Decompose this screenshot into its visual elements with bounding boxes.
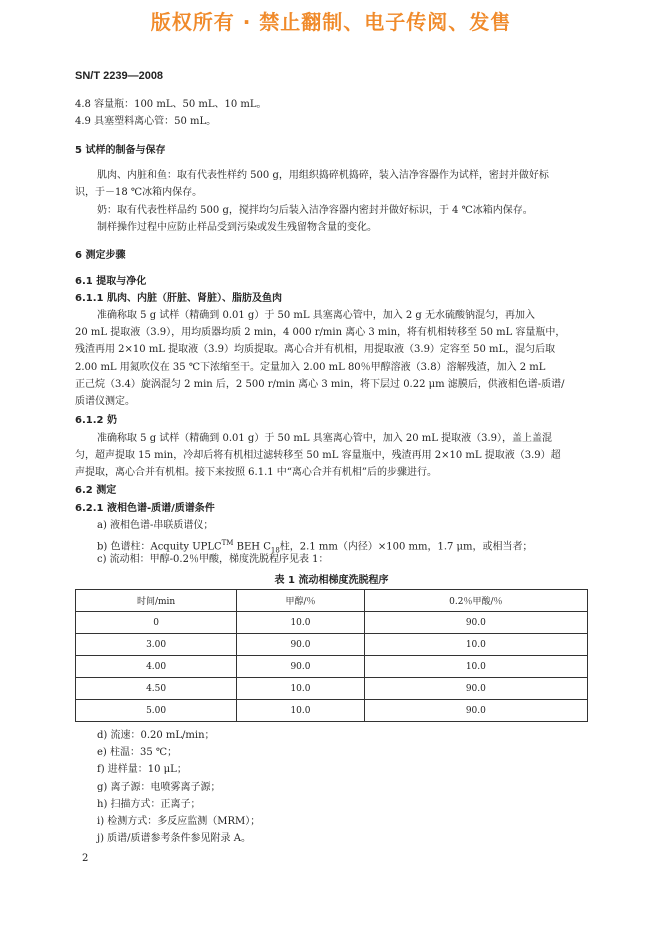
section-6-1-2-heading: 6.1.2 奶 <box>75 415 117 426</box>
cell-time: 5.00 <box>76 700 237 722</box>
standard-code: SN/T 2239—2008 <box>75 70 164 82</box>
cell-methanol: 90.0 <box>237 634 365 656</box>
item-h: h) 扫描方式：正离子； <box>97 799 201 810</box>
para-5-a2: 识，于－18 ℃冰箱内保存。 <box>75 187 203 198</box>
cell-time: 4.50 <box>76 678 237 700</box>
para-6-1-2-b: 匀，超声提取 15 min，冷却后将有机相过滤转移至 50 mL 容量瓶中，残渣再用 2×10 mL 提取液（3.9）超 <box>75 450 561 461</box>
para-5-c: 制样操作过程中应防止样品受到污染或发生残留物含量的变化。 <box>97 222 377 233</box>
item-c: c) 流动相：甲醇-0.2％甲酸，梯度洗脱程序见表 1： <box>97 554 329 565</box>
trademark-mark: TM <box>221 539 234 547</box>
item-b-prefix: b) 色谱柱：Acquity UPLC <box>97 541 222 553</box>
section-5-heading: 5 试样的制备与保存 <box>75 145 166 156</box>
table-1-caption: 表 1 流动相梯度洗脱程序 <box>274 575 389 586</box>
para-5-a1: 肌肉、内脏和鱼：取有代表性样约 500 g，用组织捣碎机捣碎，装入洁净容器作为试样，密封并做好标 <box>97 170 549 181</box>
item-i: i) 检测方式：多反应监测（MRM）； <box>97 816 261 827</box>
para-6-1-1-d: 2.00 mL 用氮吹仪在 35 ℃下浓缩至干。定量加入 2.00 mL 80％甲醇溶液（3.8）溶解残渣，加入 2 mL <box>75 362 546 373</box>
para-6-1-1-c: 残渣再用 2×10 mL 提取液（3.9）均质提取。离心合并有机相，用提取液（3.9）定容至 50 mL，混匀后取 <box>75 344 556 355</box>
cell-formic-acid: 90.0 <box>364 700 587 722</box>
cell-methanol: 90.0 <box>237 656 365 678</box>
para-6-1-1-e: 正己烷（3.4）旋涡混匀 2 min 后，2 500 r/min 离心 3 min，将下层过 0.22 μm 滤膜后，供液相色谱-质谱/ <box>75 379 565 390</box>
table-header-row <box>76 590 588 612</box>
cell-time: 0 <box>76 612 237 634</box>
item-e: e) 柱温：35 ℃； <box>97 747 178 758</box>
para-6-1-1-a: 准确称取 5 g 试样（精确到 0.01 g）于 50 mL 具塞离心管中，加入 2 g 无水硫酸钠混匀，再加入 <box>97 310 536 321</box>
item-4-9: 4.9 具塞塑料离心管：50 mL。 <box>75 116 217 127</box>
item-b-suffix: 柱，2.1 mm（内径）×100 mm，1.7 μm，或相当者； <box>279 541 533 553</box>
para-5-b: 奶：取有代表性样品约 500 g，搅拌均匀后装入洁净容器内密封并做好标识，于 4 ℃冰箱内保存。 <box>97 205 533 216</box>
para-6-1-1-f: 质谱仪测定。 <box>75 396 135 407</box>
table-row <box>76 612 588 634</box>
section-6-heading: 6 测定步骤 <box>75 250 126 261</box>
table-row <box>76 656 588 678</box>
item-4-8: 4.8 容量瓶：100 mL、50 mL、10 mL。 <box>75 99 267 110</box>
table-row <box>76 634 588 656</box>
cell-formic-acid: 10.0 <box>364 634 587 656</box>
item-a: a) 液相色谱-串联质谱仪； <box>97 520 214 531</box>
cell-time: 4.00 <box>76 656 237 678</box>
item-b-mid: BEH C <box>233 541 271 553</box>
para-6-1-2-c: 声提取，离心合并有机相。接下来按照 6.1.1 中“离心合并有机相”后的步骤进行。 <box>75 467 438 478</box>
header-time: 时间/min <box>76 590 237 612</box>
section-6-1-heading: 6.1 提取与净化 <box>75 276 147 287</box>
para-6-1-2-a: 准确称取 5 g 试样（精确到 0.01 g）于 50 mL 具塞离心管中，加入 20 mL 提取液（3.9），盖上盖混 <box>97 433 552 444</box>
table-row <box>76 678 588 700</box>
cell-formic-acid: 10.0 <box>364 656 587 678</box>
item-g: g) 离子源：电喷雾离子源； <box>97 782 221 793</box>
table-row <box>76 700 588 722</box>
gradient-table <box>75 589 588 722</box>
section-6-2-1-heading: 6.2.1 液相色谱-质谱/质谱条件 <box>75 503 215 514</box>
cell-methanol: 10.0 <box>237 612 365 634</box>
item-j: j) 质谱/质谱参考条件参见附录 A。 <box>97 833 251 844</box>
watermark: 版权所有 · 禁止翻制、电子传阅、发售 <box>150 10 512 34</box>
header-formic-acid: 0.2％甲酸/％ <box>364 590 587 612</box>
para-6-1-1-b: 20 mL 提取液（3.9），用均质器均质 2 min，4 000 r/min 离心 3 min，将有机相转移至 50 mL 容量瓶中， <box>75 327 566 338</box>
cell-methanol: 10.0 <box>237 678 365 700</box>
item-f: f) 进样量：10 μL； <box>97 764 187 775</box>
cell-time: 3.00 <box>76 634 237 656</box>
header-methanol: 甲醇/％ <box>237 590 365 612</box>
cell-formic-acid: 90.0 <box>364 612 587 634</box>
item-d: d) 流速：0.20 mL/min； <box>97 730 215 741</box>
page-number: 2 <box>82 853 89 864</box>
c18-subscript: 18 <box>270 546 280 555</box>
section-6-1-1-heading: 6.1.1 肌肉、内脏（肝脏、肾脏）、脂肪及鱼肉 <box>75 293 282 304</box>
cell-formic-acid: 90.0 <box>364 678 587 700</box>
cell-methanol: 10.0 <box>237 700 365 722</box>
section-6-2-heading: 6.2 测定 <box>75 485 117 496</box>
